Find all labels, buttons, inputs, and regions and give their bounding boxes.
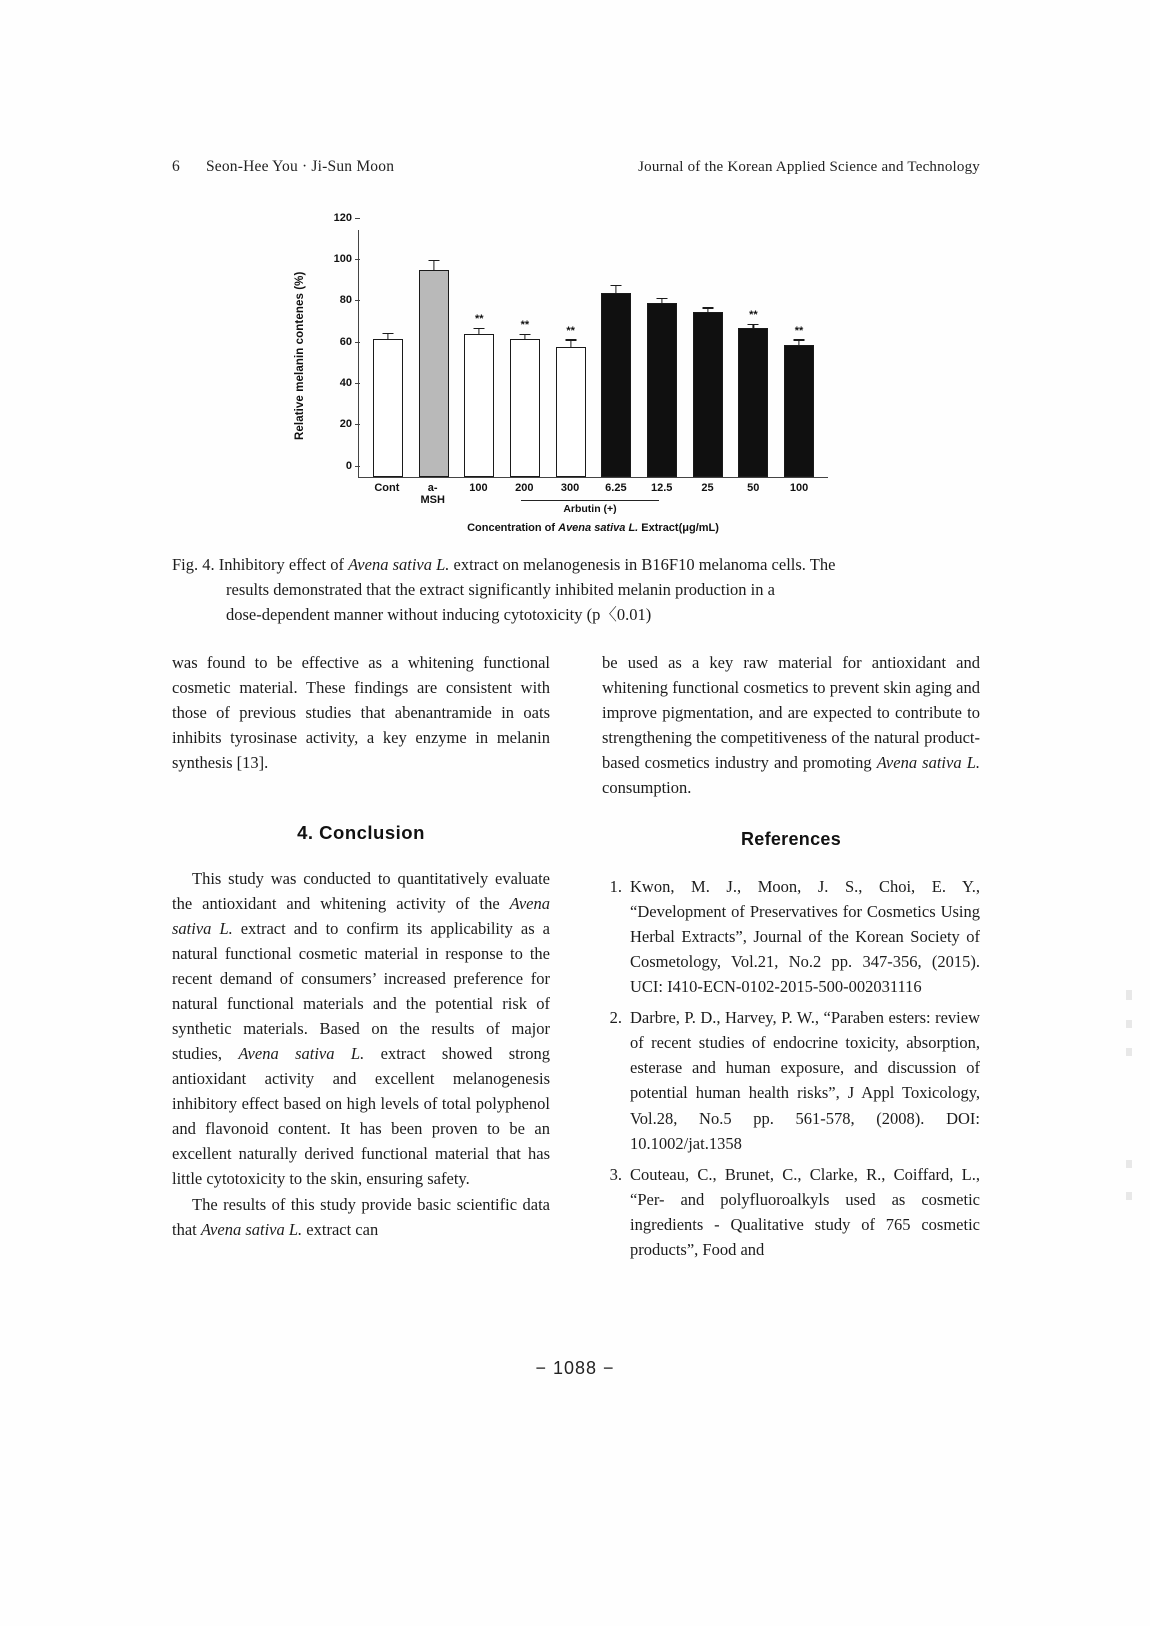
chart-x-tick-label: 6.25 [605, 482, 627, 494]
header-journal-title: Journal of the Korean Applied Science and Technology [638, 159, 980, 175]
chart-bar-slot [371, 230, 405, 477]
chart-y-tick: 120 [334, 212, 359, 224]
left-column [172, 650, 550, 1268]
chart-error-cap [794, 339, 805, 340]
chart-bar-slot [645, 230, 679, 477]
figure-caption-label: Fig. 4. [172, 555, 215, 574]
edge-artifact-4 [1126, 1160, 1132, 1168]
figure-4 [172, 211, 980, 627]
chart-y-tick: 20 [340, 418, 359, 430]
group-rule-label: Arbutin (+) [563, 503, 617, 515]
left-paragraph-2: This study was conducted to quantitatively evaluate the antioxidant and whitening activity of the Avena sativa L. extract and to confirm its applicability as a natural functional cosmetic material in response to the recent demand of consumers’ increased preference for natural functional materials and the potential risk of synthetic materials. Based on the results of major studies, Avena sativa L. extract showed strong antioxidant activity and excellent melanogenesis inhibitory effect based on high levels of total polyphenol and flavonoid content. It has been proven to be an excellent naturally derived functional material that has little cytotoxicity to the skin, ensuring safety. [172, 868, 550, 1189]
chart-significance-marker: ** [474, 313, 484, 326]
body-columns [172, 650, 980, 1268]
chart-x-tick-label: 100 [789, 482, 809, 494]
chart-error-bar [479, 329, 480, 334]
chart-error-cap [748, 324, 759, 325]
chart-x-axis-label: Concentration of Avena sativa L. Extract(μg/mL) [467, 522, 719, 534]
right-paragraph-1: be used as a key raw material for antioxidant and whitening functional cosmetics to prevent skin aging and improve pigmentation, and are expected to contribute to strengthening the competitiveness of the natural product-based cosmetics industry and promoting Avena sativa L. consumption. [602, 653, 980, 798]
chart-bar [601, 293, 631, 477]
chart-y-tick: 60 [340, 336, 359, 348]
section-heading-conclusion: 4. Conclusion [297, 822, 425, 844]
chart-bar [373, 339, 403, 477]
chart-x-tick-label: 200 [515, 482, 534, 494]
edge-artifact-2 [1126, 1020, 1132, 1028]
chart-x-tick-label: Cont [374, 482, 400, 494]
chart-error-bar [570, 341, 571, 347]
chart-bar [510, 339, 540, 477]
chart-y-tick: 80 [340, 294, 359, 306]
reference-text: Kwon, M. J., Moon, J. S., Choi, E. Y., “Development of Preservatives for Cosmetics Using Herbal Extracts”, Journal of the Korean Society of Cosmetology, Vol.21, No.2 pp. 347-356, (2015). UCI: I410-ECN-0102-2015-500-002031116 [630, 876, 980, 997]
chart-error-cap [565, 339, 576, 340]
reference-text: Couteau, C., Brunet, C., Clarke, R., Coiffard, L., “Per- and polyfluoroalkyls used as cosmetic ingredients - Qualitative study of 765 cosmetic products”, Food and [630, 1164, 980, 1259]
chart-error-bar [433, 261, 434, 270]
reference-item [602, 874, 980, 999]
chart-significance-marker: ** [749, 309, 758, 322]
figure-caption-line-1: Inhibitory effect of Avena sativa L. extract on melanogenesis in B16F10 melanoma cells. The [218, 555, 836, 574]
chart-x-tick-label: 300 [560, 482, 580, 494]
chart-x-tick-label: 50 [747, 482, 760, 494]
chart-error-cap [474, 328, 485, 329]
edge-artifact-5 [1126, 1192, 1132, 1200]
chart-y-axis-label: Relative melanin contenes (%) [294, 271, 306, 441]
group-rule [521, 500, 659, 501]
chart-bar [419, 270, 449, 477]
chart-y-tick: 40 [340, 377, 359, 389]
chart-significance-marker: ** [566, 324, 575, 337]
chart-error-cap [656, 298, 667, 299]
chart-significance-marker: ** [794, 324, 804, 337]
chart-error-bar [616, 286, 617, 293]
chart-error-cap [519, 334, 530, 335]
chart-bar [647, 303, 677, 477]
chart-bar-slot [508, 230, 542, 477]
figure-caption-line-3: dose-dependent manner without inducing cytotoxicity (p〈0.01) [226, 605, 652, 625]
chart-error-bar [524, 335, 525, 338]
chart-bar-slot [599, 230, 633, 477]
chart-bar [693, 312, 723, 477]
chart-y-tick: 100 [334, 253, 359, 265]
left-paragraph-3: The results of this study provide basic scientific data that Avena sativa L. extract can [172, 1194, 550, 1239]
chart-bar-slot [417, 230, 451, 477]
chart-error-bar [707, 309, 708, 312]
chart-bar-slot [782, 230, 816, 477]
edge-artifact-1 [1126, 990, 1132, 1000]
chart-error-cap [611, 285, 622, 286]
chart-error-cap [382, 333, 393, 334]
chart-bar [738, 328, 768, 477]
reference-text: Darbre, P. D., Harvey, P. W., “Paraben esters: review of recent studies of endocrine toxicity, absorption, esterase and human exposure, and discussion of potential human health risks”, J Appl Toxicology, Vol.28, No.5 pp. 561-578, (2008). DOI: 10.1002/jat.1358 [630, 1008, 980, 1153]
chart-error-bar [753, 325, 754, 328]
chart-error-bar [387, 334, 388, 338]
chart-bar-slot [736, 230, 770, 477]
chart-bar [556, 347, 586, 477]
chart-bar [784, 345, 814, 477]
right-column [602, 650, 980, 1268]
figure-caption [172, 552, 980, 627]
chart-error-bar [661, 299, 662, 303]
chart-x-tick-label: 25 [701, 482, 714, 494]
chart-bar-slot [462, 230, 496, 477]
chart-significance-marker: ** [520, 319, 530, 332]
reference-number: 2. [609, 1008, 622, 1028]
edge-artifact-3 [1126, 1048, 1132, 1056]
reference-item [602, 1162, 980, 1262]
chart-bar-slot [554, 230, 588, 477]
chart-error-cap [428, 260, 439, 261]
chart-bar-slot [691, 230, 725, 477]
header-authors: Seon-Hee You · Ji-Sun Moon [205, 158, 395, 175]
reference-number: 1. [609, 876, 622, 896]
figure-caption-line-2: results demonstrated that the extract significantly inhibited melanin production in a [226, 580, 775, 600]
reference-number: 3. [609, 1164, 622, 1184]
references-heading: References [740, 829, 842, 850]
chart-error-cap [702, 307, 713, 308]
references-list [602, 874, 980, 1262]
running-head [172, 158, 980, 176]
chart-bars [359, 230, 828, 477]
header-page-number: 6 [172, 158, 180, 175]
chart-bar [464, 334, 494, 477]
chart-plot-area [333, 211, 828, 478]
chart-x-tick-label: 12.5 [650, 482, 673, 494]
reference-item [602, 1005, 980, 1155]
bar-chart [294, 211, 856, 534]
chart-y-tick: 0 [346, 460, 359, 472]
chart-error-bar [798, 341, 799, 345]
page-folio: − 1088 − [535, 1358, 615, 1378]
chart-x-tick-label: 100 [469, 482, 488, 494]
left-paragraph-1: was found to be effective as a whitening functional cosmetic material. These findings are consistent with those of previous studies that abenantramide in oats inhibits tyrosinase activity, a key enzyme in melanin synthesis [13]. [172, 653, 550, 773]
chart-x-tick-label: a-MSH [420, 482, 445, 506]
